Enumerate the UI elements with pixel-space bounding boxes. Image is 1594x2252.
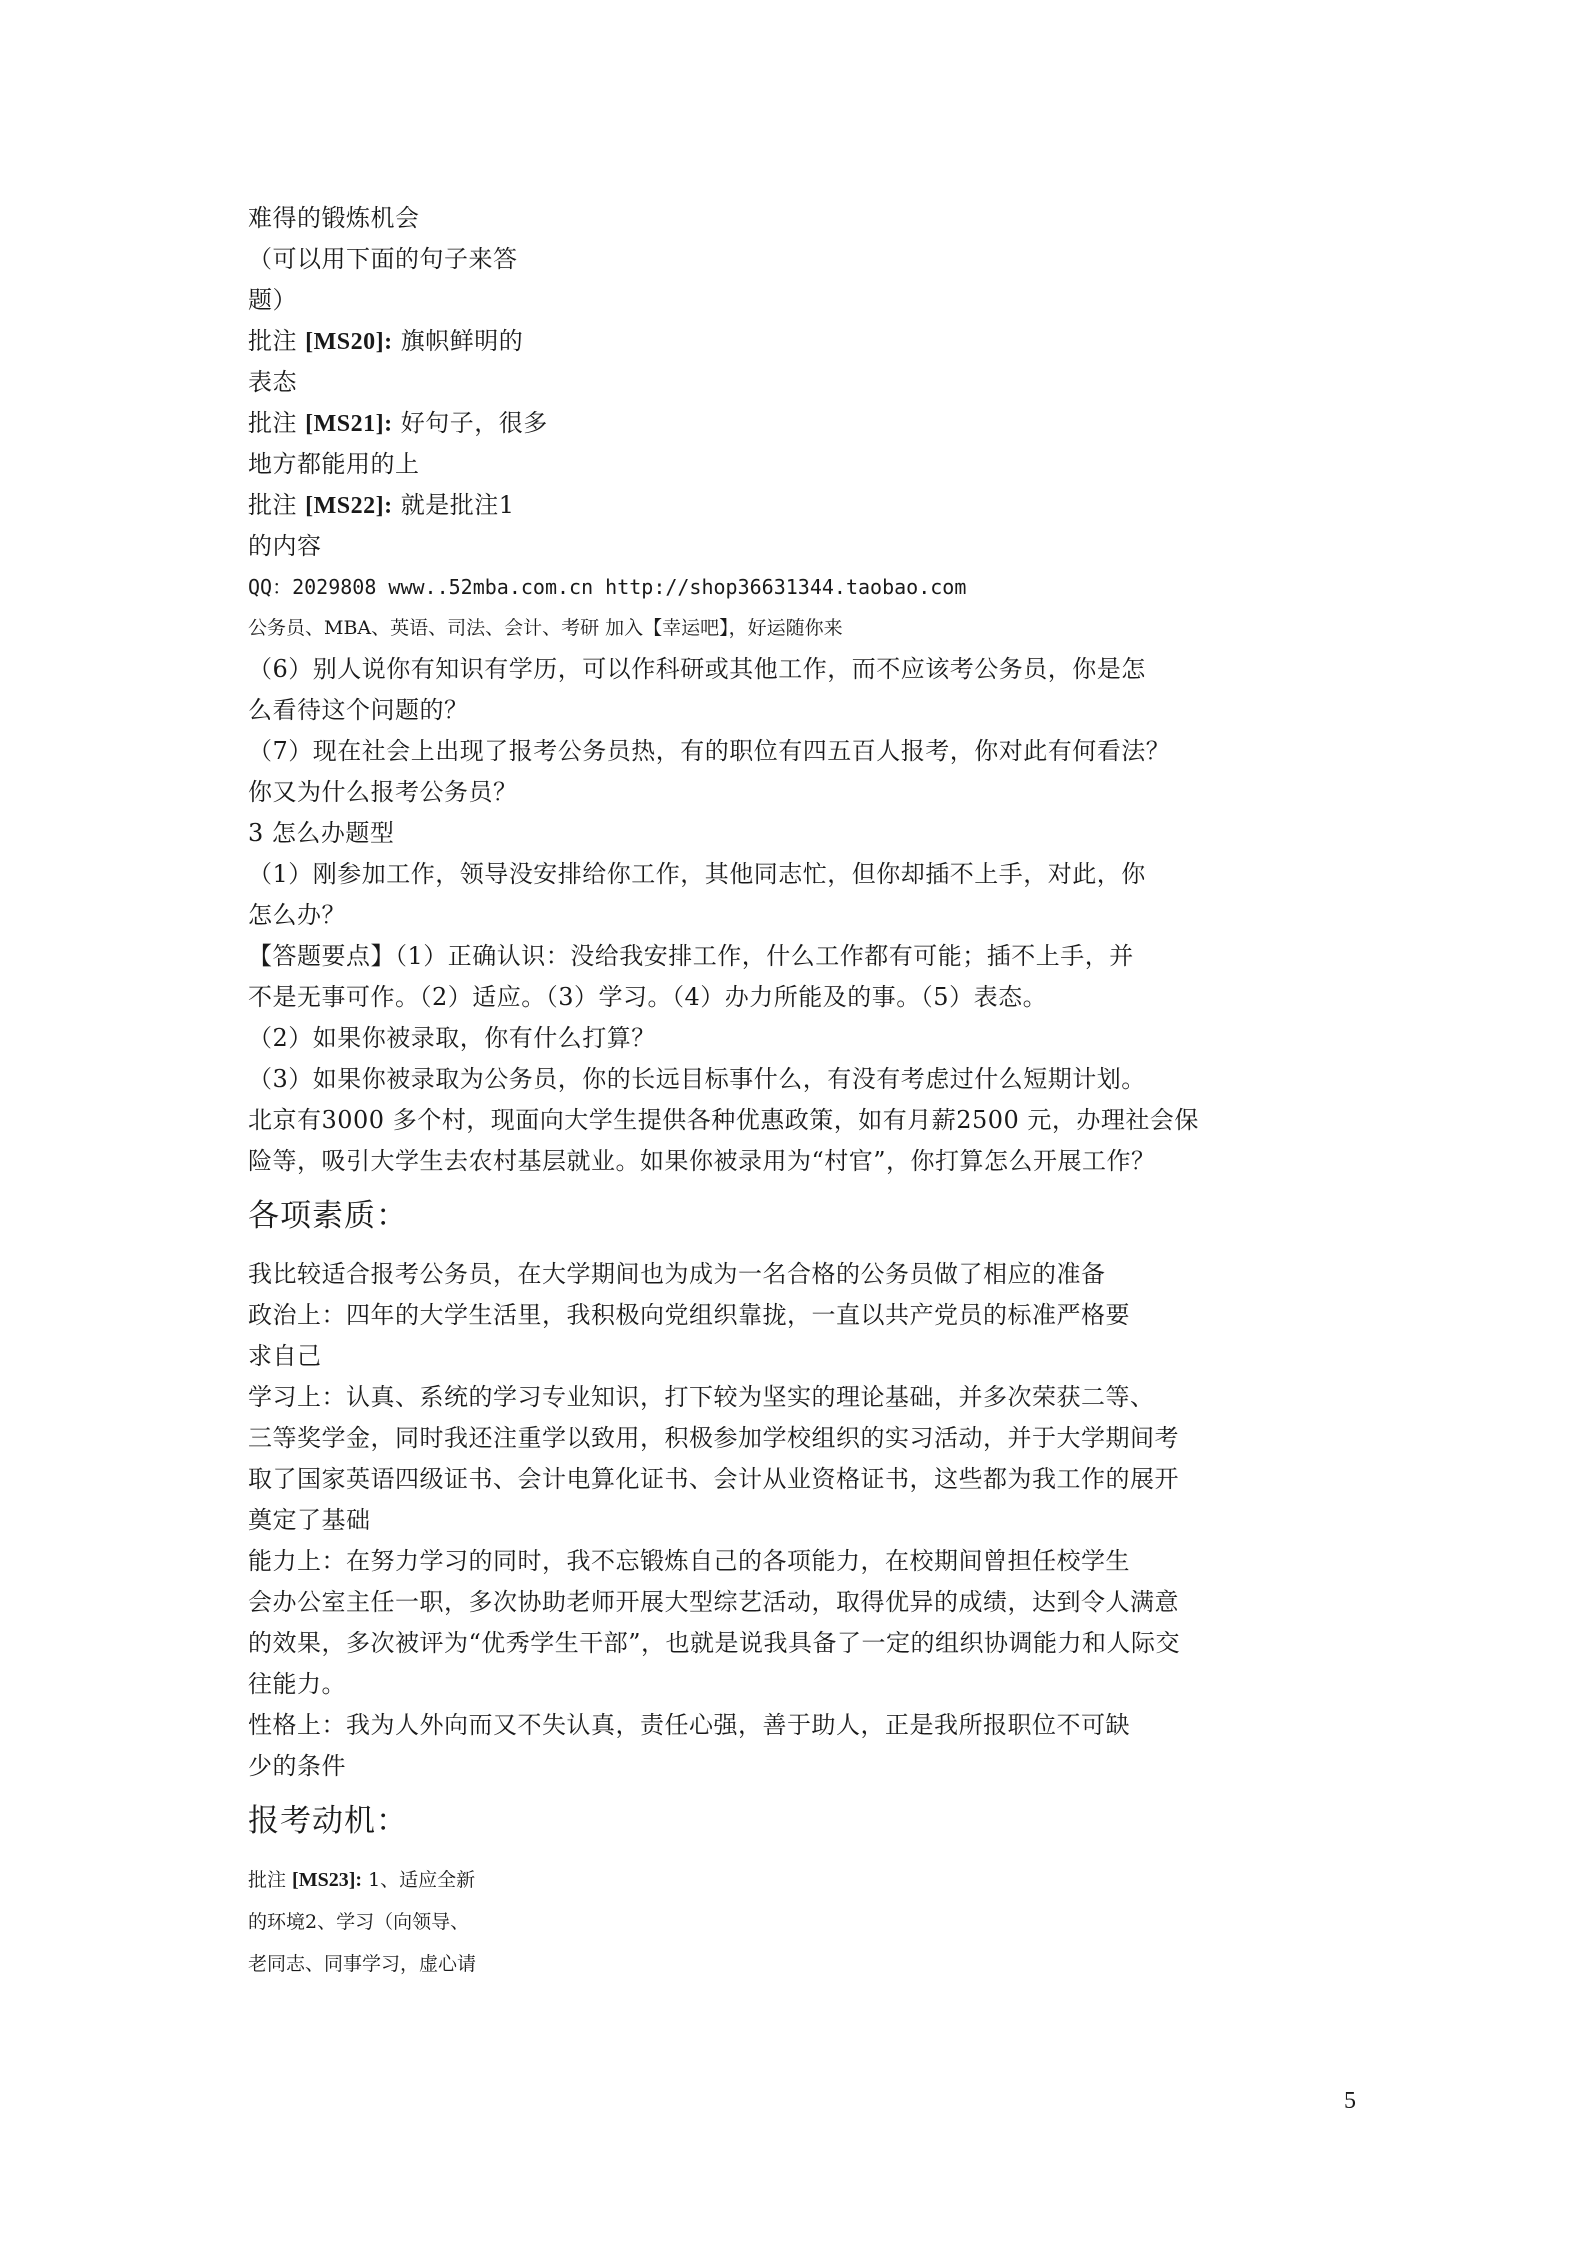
comment-block-ms23 [248, 1859, 1368, 1985]
comment-prefix: 批注 [248, 491, 306, 519]
comment-block-top [248, 198, 1368, 567]
question-line: （1）刚参加工作，领导没安排给你工作，其他同志忙，但你却插不上手，对此，你 [248, 860, 1146, 888]
question-line: （7）现在社会上出现了报考公务员热，有的职位有四五百人报考，你对此有何看法？ [248, 737, 1171, 765]
comment-mark: [MS20]: [305, 329, 393, 355]
body-line: 的效果，多次被评为“优秀学生干部”，也就是说我具备了一定的组织协调能力和人际交 [248, 1629, 1181, 1657]
slogan-line: 公务员、MBA、英语、司法、会计、考研 加入【幸运吧】，好运随你来 [248, 617, 843, 639]
question-line: （6）别人说你有知识有学历，可以作科研或其他工作，而不应该考公务员，你是怎 [248, 655, 1146, 683]
quality-paragraphs [248, 1254, 1368, 1787]
text-line: 表态 [248, 368, 297, 396]
body-line: 性格上：我为人外向而又不失认真，责任心强，善于助人，正是我所报职位不可缺 [248, 1711, 1130, 1739]
comment-ms22 [248, 485, 1368, 526]
question-line: 险等，吸引大学生去农村基层就业。如果你被录用为“村官”，你打算怎么开展工作？ [248, 1147, 1156, 1175]
body-line: 能力上：在努力学习的同时，我不忘锻炼自己的各项能力，在校期间曾担任校学生 [248, 1547, 1130, 1575]
body-line: 三等奖学金，同时我还注重学以致用，积极参加学校组织的实习活动，并于大学期间考 [248, 1424, 1179, 1452]
comment-text-line: 的环境2、学习（向领导、 [248, 1911, 470, 1933]
section-heading-motive: 报考动机： [248, 1803, 408, 1839]
comment-text-line: 老同志、同事学习，虚心请 [248, 1953, 477, 1975]
body-line: 政治上：四年的大学生活里，我积极向党组织靠拢，一直以共产党员的标准严格要 [248, 1301, 1130, 1329]
comment-ms23 [248, 1859, 1368, 1901]
body-line: 少的条件 [248, 1752, 346, 1780]
body-line: 学习上：认真、系统的学习专业知识，打下较为坚实的理论基础，并多次荣获二等、 [248, 1383, 1155, 1411]
question-line: 怎么办？ [248, 901, 346, 929]
text-line: 地方都能用的上 [248, 450, 420, 478]
comment-prefix: 批注 [248, 409, 306, 437]
body-line: 会办公室主任一职，多次协助老师开展大型综艺活动，取得优异的成绩，达到令人满意 [248, 1588, 1179, 1616]
body-line: 取了国家英语四级证书、会计电算化证书、会计从业资格证书，这些都为我工作的展开 [248, 1465, 1179, 1493]
comment-mark: [MS21]: [305, 411, 393, 437]
comment-text: 就是批注1 [392, 491, 515, 519]
page-number: 5 [1344, 2088, 1356, 2114]
question-line: （3）如果你被录取为公务员，你的长远目标事什么，有没有考虑过什么短期计划。 [248, 1065, 1146, 1093]
text-line: 的内容 [248, 532, 322, 560]
comment-ms20 [248, 321, 1368, 362]
question-line: 3 怎么办题型 [248, 819, 395, 847]
body-line: 我比较适合报考公务员，在大学期间也为成为一名合格的公务员做了相应的准备 [248, 1260, 1106, 1288]
contact-line: QQ：2029808 www..52mba.com.cn http://shop36631344.taobao.com [248, 575, 967, 599]
comment-text: 旗帜鲜明的 [392, 327, 524, 355]
text-line: （可以用下面的句子来答 [248, 245, 518, 273]
body-line: 奠定了基础 [248, 1506, 371, 1534]
answer-points-line: 【答题要点】（1）正确认识：没给我安排工作，什么工作都有可能；插不上手，并 [248, 942, 1134, 970]
comment-text: 好句子，很多 [392, 409, 548, 437]
section-heading-quality: 各项素质： [248, 1198, 408, 1234]
comment-mark: [MS23]: [292, 1869, 363, 1891]
text-line: 难得的锻炼机会 [248, 204, 420, 232]
question-line: （2）如果你被录取，你有什么打算？ [248, 1024, 656, 1052]
comment-ms21 [248, 403, 1368, 444]
question-line: 你又为什么报考公务员？ [248, 778, 518, 806]
question-list [248, 649, 1368, 1182]
text-line: 题） [248, 286, 297, 314]
comment-text: 1、适应全新 [362, 1869, 476, 1891]
answer-points-line: 不是无事可作。（2）适应。（3）学习。（4）办力所能及的事。（5）表态。 [248, 983, 1048, 1011]
comment-prefix: 批注 [248, 327, 306, 355]
question-line: 么看待这个问题的？ [248, 696, 469, 724]
content-column [248, 198, 1368, 1985]
body-line: 往能力。 [248, 1670, 346, 1698]
comment-mark: [MS22]: [305, 493, 393, 519]
question-line: 北京有3000 多个村，现面向大学生提供各种优惠政策，如有月薪2500 元，办理社会保 [248, 1106, 1199, 1134]
comment-prefix: 批注 [248, 1869, 293, 1891]
body-line: 求自己 [248, 1342, 322, 1370]
